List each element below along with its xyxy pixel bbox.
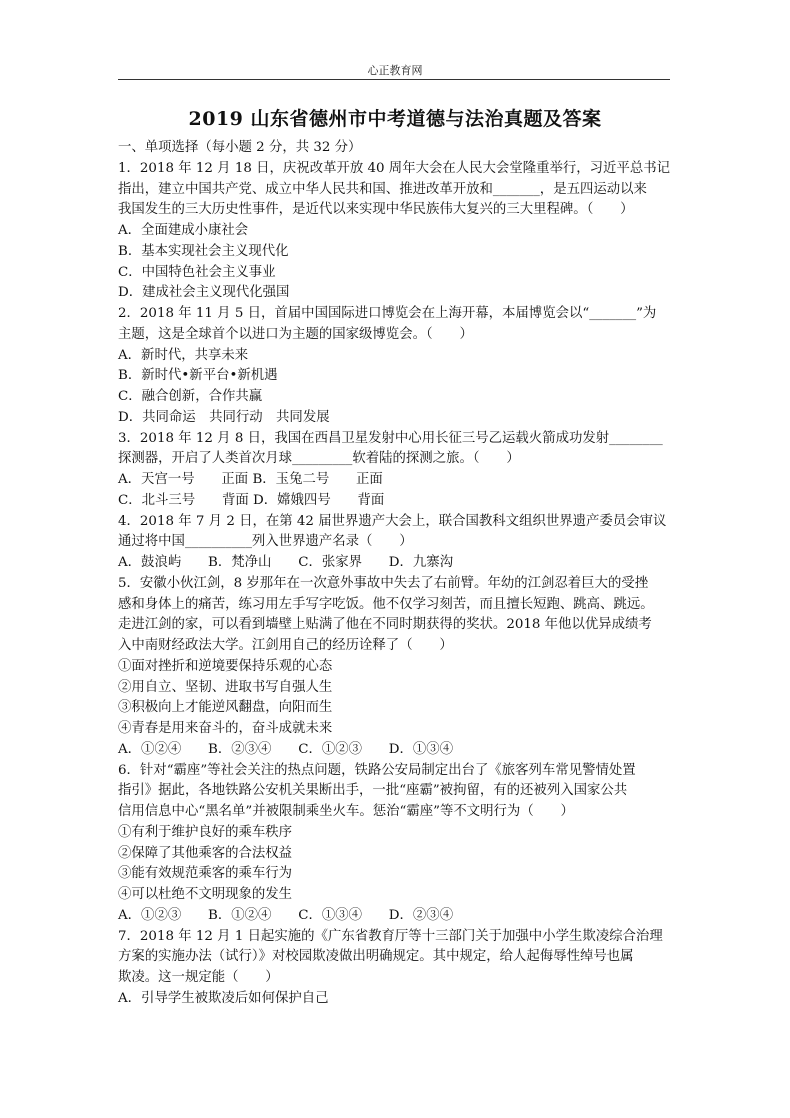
text-line: D．建成社会主义现代化强国 [118, 285, 290, 301]
text-line: D．共同命运 共同行动 共同发展 [118, 409, 330, 425]
header-divider [118, 79, 670, 80]
text-line: ③能有效规范乘客的乘车行为 [118, 866, 293, 882]
text-line: ②保障了其他乘客的合法权益 [118, 845, 293, 861]
text-line: C．中国特色社会主义事业 [118, 264, 276, 280]
text-line: 1．2018 年 12 月 18 日，庆祝改革开放 40 周年大会在人民大会堂隆重举行，习近平总书记 [118, 160, 671, 176]
text-line: ①面对挫折和逆境要保持乐观的心态 [118, 658, 333, 674]
text-line: 欺凌。这一规定能（ ） [118, 970, 279, 985]
text-line: 通过将中国__________列入世界遗产名录（ ） [118, 534, 413, 550]
text-line: 6．针对“霸座”等社会关注的热点问题，铁路公安局制定出台了《旅客列车常见警情处置 [118, 762, 636, 778]
text-line: B．基本实现社会主义现代化 [118, 243, 289, 259]
page-title: 2019 山东省德州市中考道德与法治真题及答案 [188, 108, 602, 130]
text-line: 信用信息中心“黑名单”并被限制乘坐火车。惩治“霸座”等不文明行为（ ） [118, 804, 574, 819]
text-line: 指出，建立中国共产党、成立中华人民共和国、推进改革开放和_______，是五四运动以来 [118, 181, 647, 197]
text-line: 指引》据此，各地铁路公安机关果断出手，一批“座霸”被拘留，有的还被列入国家公共 [118, 783, 628, 799]
text-line: A．①②④ B．②③④ C．①②③ D．①③④ [118, 741, 454, 757]
text-line: A．①②③ B．①②④ C．①③④ D．②③④ [118, 907, 454, 923]
text-line: ④青春是用来奋斗的，奋斗成就未来 [118, 721, 333, 736]
text-line: ①有利于维护良好的乘车秩序 [118, 824, 293, 840]
text-line: 走进江剑的家，可以看到墙壁上贴满了他在不同时期获得的奖状。2018 年他以优异成绩考 [118, 617, 652, 633]
text-line: 2．2018 年 11 月 5 日，首届中国国际进口博览会在上海开幕，本届博览会以“_______”为 [118, 306, 657, 321]
text-line: 方案的实施办法（试行）》对校园欺凌做出明确规定。其中规定，给人起侮辱性绰号也属 [118, 949, 634, 965]
text-line: 探测器，开启了人类首次月球_________软着陆的探测之旅。（ ） [118, 451, 520, 467]
text-line: A．引导学生被欺凌后如何保护自己 [118, 990, 329, 1006]
text-line: 4．2018 年 7 月 2 日，在第 42 届世界遗产大会上，联合国教科文组织世界遗产委员会审议 [118, 513, 667, 529]
text-line: C．北斗三号 背面 D．嫦娥四号 背面 [118, 492, 385, 508]
text-line: A．天宫一号 正面 B．玉兔二号 正面 [118, 472, 383, 487]
text-line: 3．2018 年 12 月 8 日，我国在西昌卫星发射中心用长征三号乙运载火箭成功发射________ [118, 430, 663, 446]
text-line: 5．安徽小伙江剑，8 岁那年在一次意外事故中失去了右前臂。年幼的江剑忍着巨大的受挫 [118, 575, 649, 591]
text-line: 一、单项选择（每小题 2 分，共 32 分） [118, 140, 362, 155]
site-header: 心正教育网 [367, 64, 423, 77]
document-body [118, 138, 678, 1010]
text-line: 入中南财经政法大学。江剑用自己的经历诠释了（ ） [118, 638, 453, 653]
text-line: ④可以杜绝不文明现象的发生 [118, 887, 293, 902]
text-line: ②用自立、坚韧、进取书写自强人生 [118, 679, 333, 695]
text-line: A．全面建成小康社会 [118, 223, 249, 238]
text-line: A．新时代，共享未来 [118, 347, 249, 363]
text-line: 感和身体上的痛苦，练习用左手写字吃饭。他不仅学习刻苦，而且擅长短跑、跳高、跳远。 [118, 596, 654, 612]
text-line: ③积极向上才能逆风翻盘，向阳而生 [118, 700, 333, 716]
text-line: 我国发生的三大历史性事件，是近代以来实现中华民族伟大复兴的三大里程碑。（ ） [118, 202, 634, 218]
text-line: C．融合创新，合作共赢 [118, 389, 263, 404]
text-line: 主题，这是全球首个以进口为主题的国家级博览会。（ ） [118, 326, 473, 342]
text-line: B．新时代•新平台•新机遇 [118, 368, 278, 384]
text-line: A．鼓浪屿 B．梵净山 C．张家界 D．九寨沟 [118, 555, 454, 570]
text-line: 7．2018 年 12 月 1 日起实施的《广东省教育厅等十三部门关于加强中小学生欺凌综合治理 [118, 928, 663, 944]
